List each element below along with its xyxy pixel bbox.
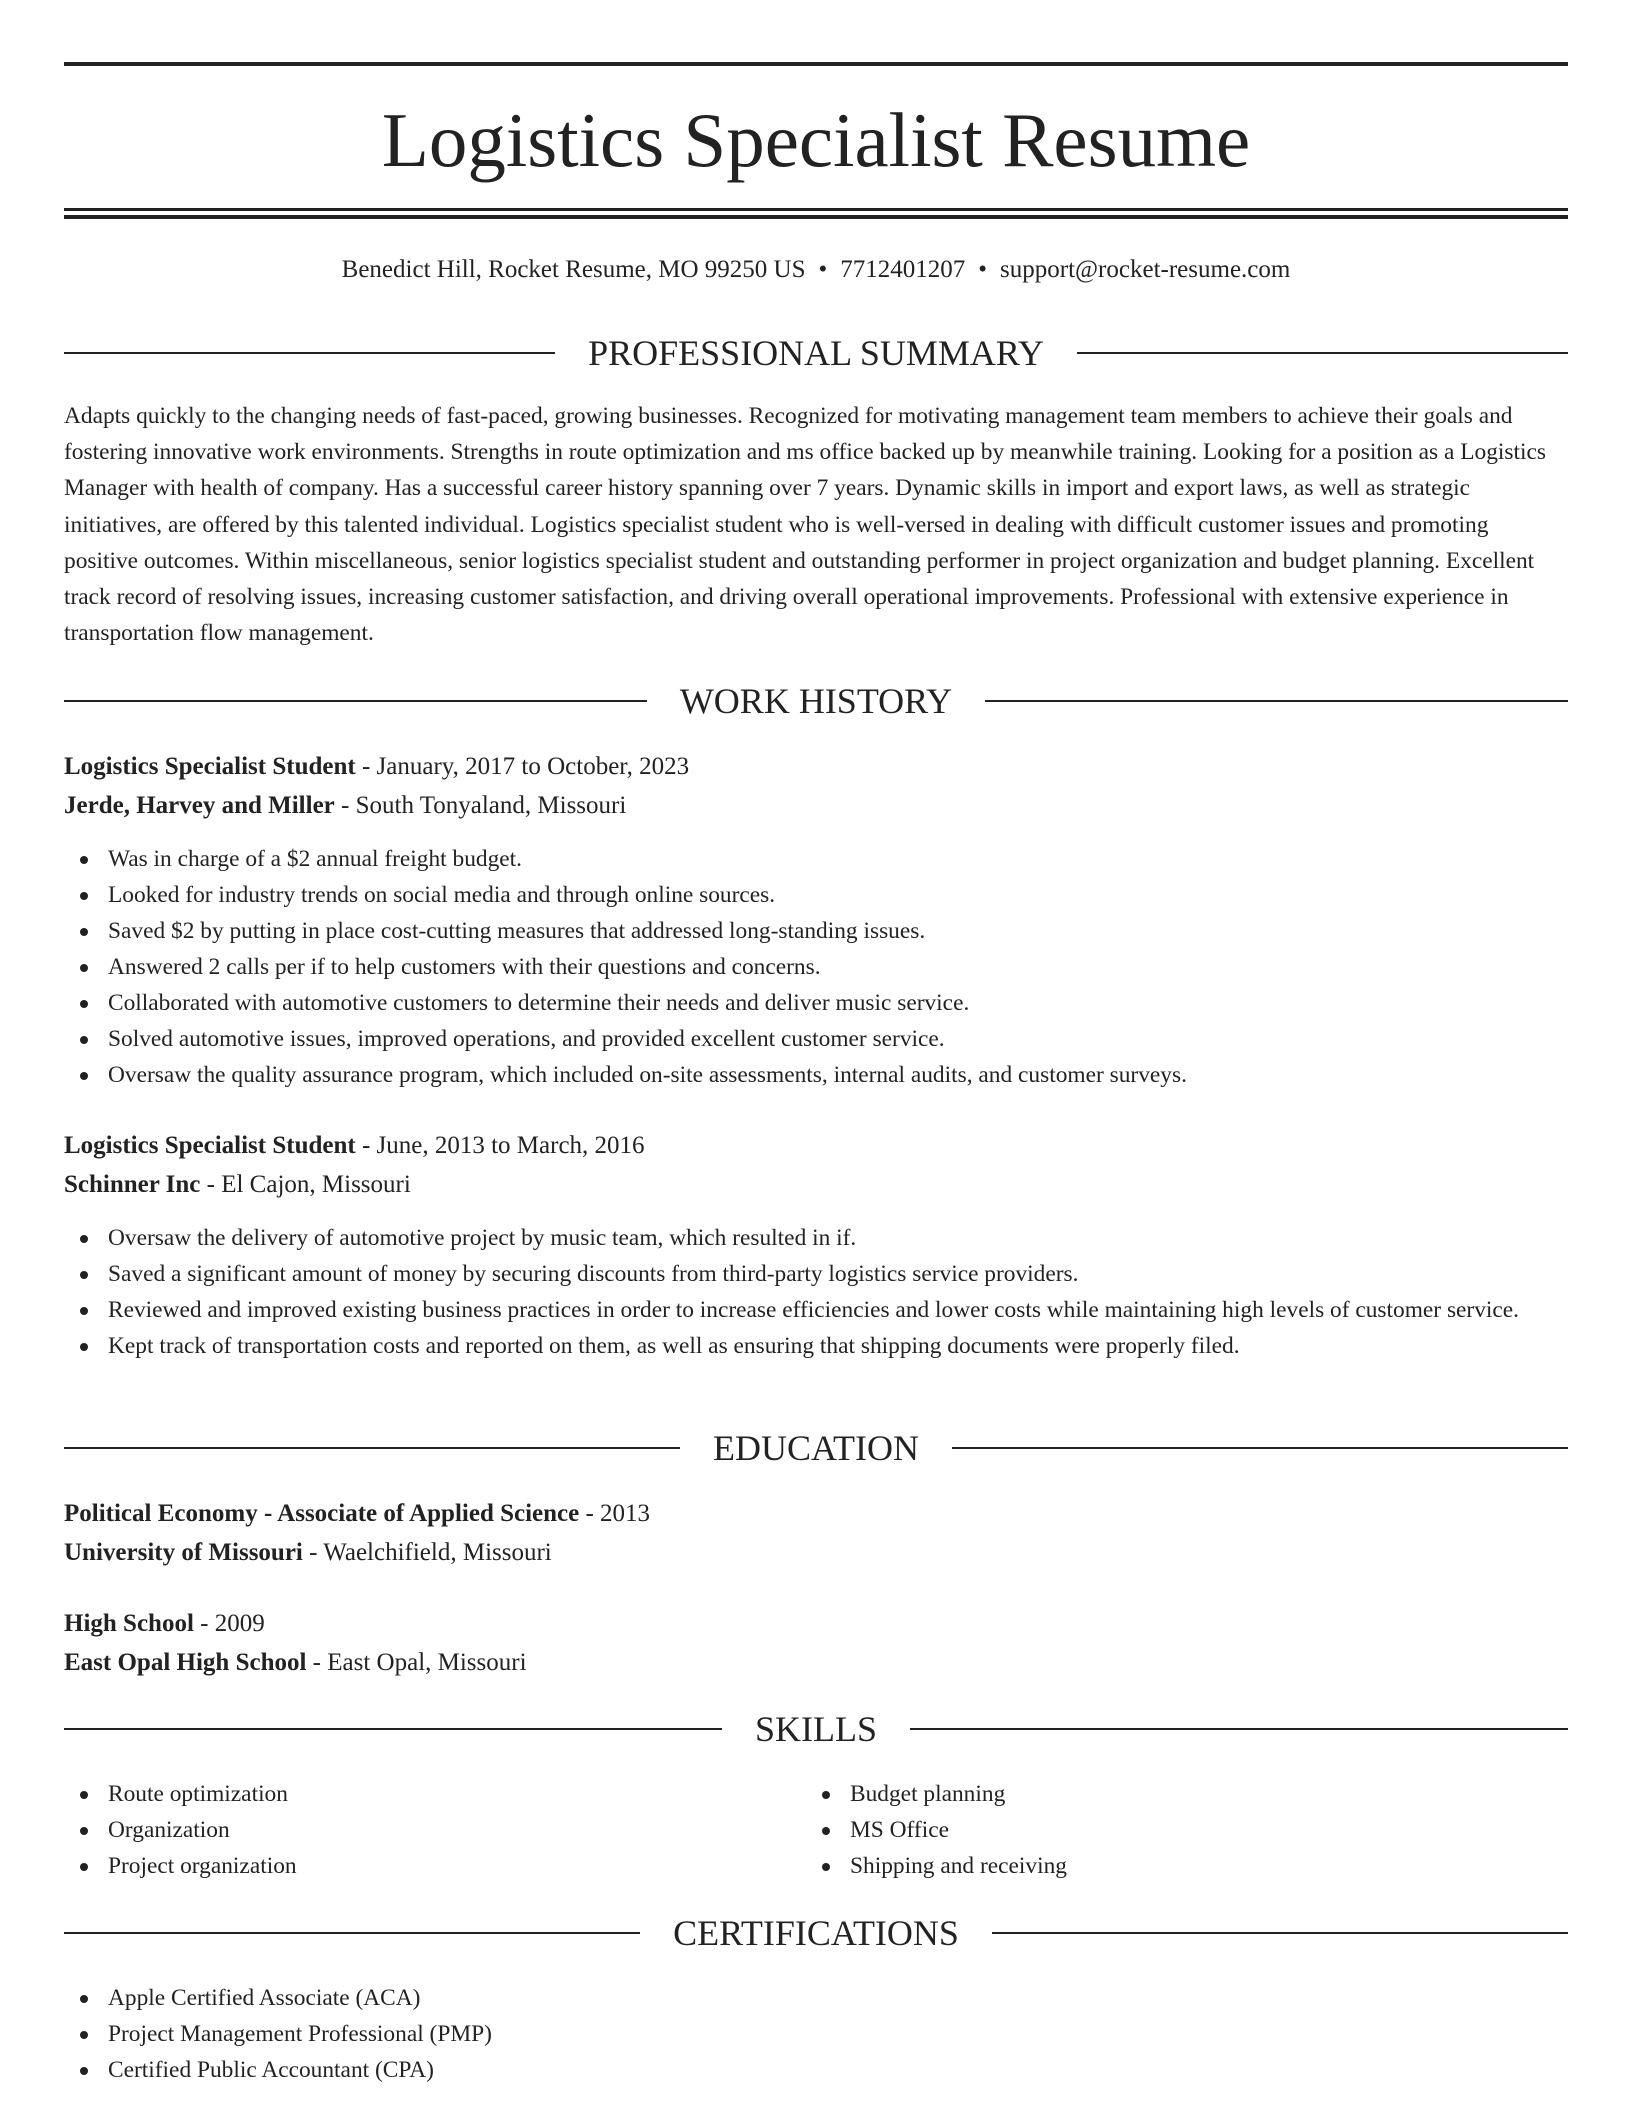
job-entry <box>64 1127 1568 1364</box>
divider-line <box>985 700 1568 702</box>
certification-item: Certified Public Accountant (CPA) <box>64 2052 1568 2088</box>
job-location: - South Tonyaland, Missouri <box>334 791 627 819</box>
section-heading-work-history <box>64 679 1568 723</box>
divider-line <box>64 1932 640 1934</box>
contact-line <box>64 252 1568 288</box>
section-heading-summary <box>64 331 1568 375</box>
divider-line <box>992 1932 1568 1934</box>
header-double-rule <box>64 208 1568 219</box>
section-title-work-history: WORK HISTORY <box>679 681 953 721</box>
job-title: Logistics Specialist Student <box>64 1132 356 1159</box>
skills-column-right <box>806 1776 1548 1884</box>
education-year: - 2013 <box>579 1500 651 1527</box>
job-bullet: Oversaw the delivery of automotive project by music team, which resulted in if. <box>64 1220 1568 1256</box>
job-location: - El Cajon, Missouri <box>200 1170 411 1198</box>
education-location: - Waelchifield, Missouri <box>302 1538 552 1566</box>
skills-column-left <box>64 1776 806 1884</box>
skill-item: Project organization <box>64 1848 806 1884</box>
job-bullet: Was in charge of a $2 annual freight budget. <box>64 841 1568 877</box>
section-heading-skills <box>64 1707 1568 1751</box>
job-bullet: Kept track of transportation costs and reported on them, as well as ensuring that shipping documents were properly filed. <box>64 1328 1568 1364</box>
divider-line <box>910 1728 1568 1730</box>
section-heading-education <box>64 1426 1568 1470</box>
skill-item: MS Office <box>806 1812 1548 1848</box>
skill-item: Budget planning <box>806 1776 1548 1812</box>
section-heading-certifications <box>64 1911 1568 1955</box>
education-degree: High School <box>64 1610 194 1637</box>
job-title-line <box>64 1127 1568 1166</box>
job-dates: - January, 2017 to October, 2023 <box>355 753 690 780</box>
section-title-certifications: CERTIFICATIONS <box>673 1913 959 1953</box>
job-bullet: Saved a significant amount of money by securing discounts from third-party logistics service providers. <box>64 1256 1568 1292</box>
education-entry <box>64 1605 1568 1682</box>
job-bullets <box>64 1220 1568 1364</box>
summary-block <box>64 398 1568 651</box>
education-degree-line <box>64 1605 1568 1644</box>
job-bullet: Reviewed and improved existing business practices in order to increase efficiencies and lower costs while maintaining high levels of customer service. <box>64 1292 1568 1328</box>
skill-item: Shipping and receiving <box>806 1848 1548 1884</box>
skill-item: Route optimization <box>64 1776 806 1812</box>
certifications-block <box>64 1980 1568 2088</box>
education-location: - East Opal, Missouri <box>306 1648 527 1676</box>
job-bullet: Saved $2 by putting in place cost-cutting measures that addressed long-standing issues. <box>64 913 1568 949</box>
job-company: Schinner Inc <box>64 1170 201 1198</box>
divider-line <box>64 1728 722 1730</box>
education-year: - 2009 <box>193 1610 265 1637</box>
job-bullet: Collaborated with automotive customers to determine their needs and deliver music service. <box>64 985 1568 1021</box>
job-company-line <box>64 787 1568 826</box>
job-dates: - June, 2013 to March, 2016 <box>355 1132 645 1159</box>
certification-item: Apple Certified Associate (ACA) <box>64 1980 1568 2016</box>
section-title-summary: PROFESSIONAL SUMMARY <box>588 333 1044 373</box>
summary-text: Adapts quickly to the changing needs of fast-paced, growing businesses. Recognized for motivating management team members to achieve their goals and fostering innovative work environments. Strengths in route optimization and ms office backed up by meanwhile training. Looking for a position as a Logistics Manager with health of company. Has a successful career history spanning over 7 years. Dynamic skills in import and export laws, as well as strategic initiatives, are offered by this talented individual. Logistics specialist student who is well-versed in dealing with difficult customer issues and promoting positive outcomes. Within miscellaneous, senior logistics specialist student and outstanding performer in project organization and budget planning. Excellent track record of resolving issues, increasing customer satisfaction, and driving overall operational improvements. Professional with extensive experience in transportation flow management. <box>64 403 1546 647</box>
education-school: University of Missouri <box>64 1538 303 1566</box>
job-company-line <box>64 1166 1568 1205</box>
header-top-rule <box>64 62 1568 66</box>
education-degree-line <box>64 1495 1568 1534</box>
contact-address: Benedict Hill, Rocket Resume, MO 99250 US <box>341 256 806 283</box>
education-school: East Opal High School <box>64 1648 307 1676</box>
certifications-list <box>64 1980 1568 2088</box>
section-title-skills: SKILLS <box>755 1709 878 1749</box>
divider-line <box>952 1447 1568 1449</box>
contact-email: support@rocket-resume.com <box>1000 256 1291 283</box>
job-bullet: Solved automotive issues, improved operations, and provided excellent customer service. <box>64 1021 1568 1057</box>
contact-phone: 7712401207 <box>840 256 966 283</box>
education-school-line <box>64 1534 1568 1573</box>
job-bullets <box>64 841 1568 1093</box>
job-entry <box>64 748 1568 1093</box>
contact-separator: • <box>818 256 828 283</box>
education-degree: Political Economy - Associate of Applied Science <box>64 1500 580 1527</box>
job-bullet: Looked for industry trends on social media and through online sources. <box>64 877 1568 913</box>
education-entry <box>64 1495 1568 1572</box>
job-company: Jerde, Harvey and Miller <box>64 791 335 819</box>
resume-title: Logistics Specialist Resume <box>381 97 1251 183</box>
skills-grid <box>64 1776 1568 1884</box>
skill-item: Organization <box>64 1812 806 1848</box>
divider-line <box>64 700 647 702</box>
divider-line <box>64 352 555 354</box>
divider-line <box>64 1447 680 1449</box>
divider-line <box>1077 352 1568 354</box>
job-title: Logistics Specialist Student <box>64 753 356 780</box>
job-bullet: Answered 2 calls per if to help customers with their questions and concerns. <box>64 949 1568 985</box>
section-title-education: EDUCATION <box>713 1428 919 1468</box>
education-school-line <box>64 1644 1568 1683</box>
job-bullet: Oversaw the quality assurance program, which included on-site assessments, internal audits, and customer surveys. <box>64 1057 1568 1093</box>
contact-separator: • <box>978 256 988 283</box>
certification-item: Project Management Professional (PMP) <box>64 2016 1568 2052</box>
job-title-line <box>64 748 1568 787</box>
